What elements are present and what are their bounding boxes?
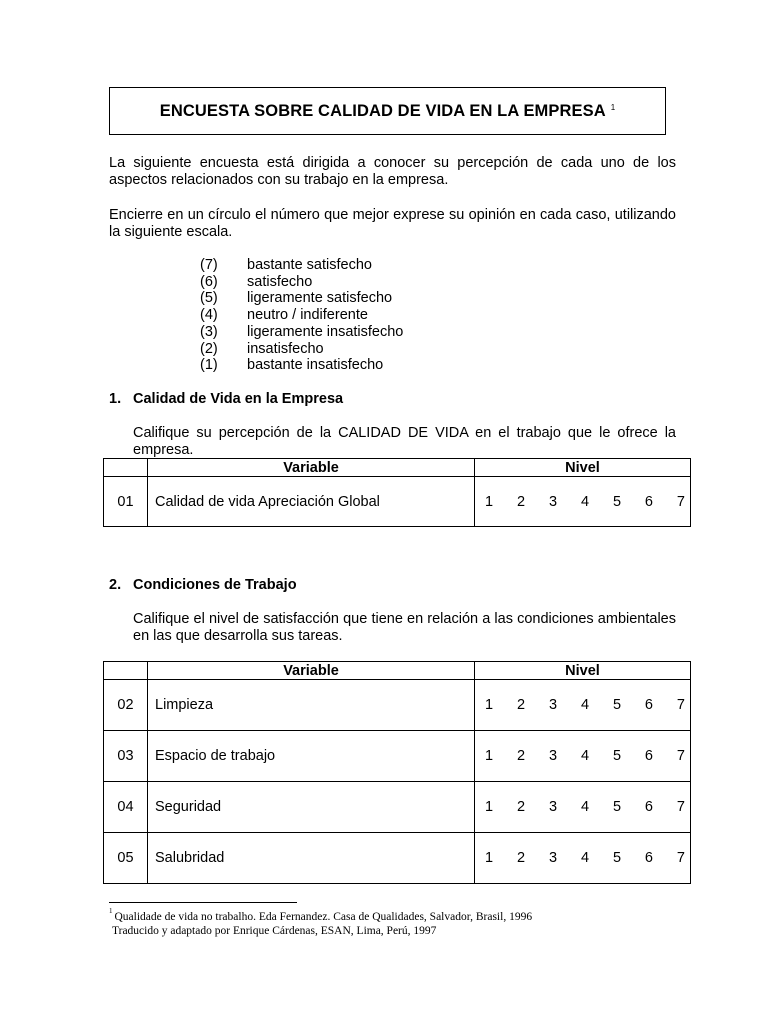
level-cell: [475, 782, 691, 833]
table-header-row: [104, 459, 691, 477]
row-variable: Salubridad: [148, 833, 475, 884]
table-row: [104, 782, 691, 833]
level-cell: [475, 680, 691, 731]
title-footnote-mark: 1: [610, 102, 616, 112]
row-id: 04: [104, 782, 148, 833]
row-id: 05: [104, 833, 148, 884]
level-option[interactable]: 5: [612, 748, 622, 764]
scale-item: [200, 307, 403, 324]
scale-item: [200, 274, 403, 291]
scale-label: satisfecho: [247, 273, 313, 290]
level-option[interactable]: 1: [485, 799, 494, 815]
level-option[interactable]: 1: [485, 748, 494, 764]
row-id: 03: [104, 731, 148, 782]
table-row: [104, 833, 691, 884]
scale-item: [200, 257, 403, 274]
header-variable: Variable: [148, 459, 475, 477]
title-box: [109, 87, 666, 135]
level-option[interactable]: 2: [516, 697, 526, 713]
rating-scale: [200, 257, 403, 374]
scale-label: ligeramente insatisfecho: [247, 323, 404, 340]
section-2-table: [103, 661, 691, 884]
footnote-text-1: Qualidade de vida no trabalho. Eda Fernandez. Casa de Qualidades, Salvador, Brasil, 1996: [114, 910, 533, 923]
level-option[interactable]: 1: [485, 850, 494, 866]
header-id-cell: [104, 662, 148, 680]
level-option[interactable]: 6: [644, 799, 653, 815]
table-row: [104, 477, 691, 527]
level-option[interactable]: 7: [676, 697, 685, 713]
section-number: 2.: [109, 577, 122, 593]
level-option[interactable]: 4: [580, 799, 590, 815]
level-option[interactable]: 2: [516, 850, 526, 866]
level-option[interactable]: 5: [612, 697, 622, 713]
section-number: 1.: [109, 391, 122, 407]
header-level: Nivel: [475, 459, 691, 477]
section-title: Calidad de Vida en la Empresa: [133, 391, 344, 407]
header-variable: Variable: [148, 662, 475, 680]
level-option[interactable]: 1: [485, 493, 494, 510]
footnote-text-2: Traducido y adaptado por Enrique Cárdenas, ESAN, Lima, Perú, 1997: [112, 924, 437, 937]
section-title: Condiciones de Trabajo: [133, 577, 297, 593]
level-option[interactable]: 6: [644, 748, 653, 764]
row-variable: Limpieza: [148, 680, 475, 731]
table-header-row: [104, 662, 691, 680]
page-title: ENCUESTA SOBRE CALIDAD DE VIDA EN LA EMPRESA: [159, 101, 606, 120]
scale-value: (5): [200, 290, 218, 307]
scale-item: [200, 324, 403, 341]
row-id: 02: [104, 680, 148, 731]
instruction-paragraph: Encierre en un círculo el número que mejor exprese su opinión en cada caso, utilizando la siguiente escala.: [109, 207, 676, 240]
level-cell: [475, 833, 691, 884]
footnote-line-1: [109, 906, 532, 924]
level-option[interactable]: 4: [580, 850, 590, 866]
level-option[interactable]: 3: [548, 697, 558, 713]
scale-label: ligeramente satisfecho: [247, 290, 393, 307]
section-1-description: Califique su percepción de la CALIDAD DE VIDA en el trabajo que le ofrece la empresa.: [133, 425, 676, 458]
level-option[interactable]: 7: [676, 493, 685, 510]
level-option[interactable]: 4: [580, 697, 590, 713]
level-option[interactable]: 1: [485, 697, 494, 713]
level-option[interactable]: 6: [644, 850, 653, 866]
level-option[interactable]: 3: [548, 850, 558, 866]
level-option[interactable]: 4: [580, 493, 590, 510]
table-row: [104, 731, 691, 782]
scale-value: (7): [200, 257, 218, 273]
level-option[interactable]: 3: [548, 493, 558, 510]
footnote: [109, 906, 532, 938]
level-option[interactable]: 5: [612, 850, 622, 866]
scale-item: [200, 357, 403, 374]
section-2-heading: [109, 577, 297, 593]
level-option[interactable]: 3: [548, 748, 558, 764]
footnote-mark: 1: [109, 907, 113, 915]
scale-item: [200, 290, 403, 307]
level-option[interactable]: 5: [612, 799, 622, 815]
level-option[interactable]: 6: [644, 697, 653, 713]
header-level: Nivel: [475, 662, 691, 680]
level-option[interactable]: 5: [612, 493, 622, 510]
scale-value: (4): [200, 307, 218, 324]
row-variable: Calidad de vida Apreciación Global: [148, 477, 475, 527]
level-option[interactable]: 6: [644, 493, 653, 510]
header-id-cell: [104, 459, 148, 477]
scale-label: insatisfecho: [247, 340, 324, 357]
row-id: 01: [104, 477, 148, 527]
intro-paragraph: La siguiente encuesta está dirigida a conocer su percepción de cada uno de los aspectos relacionados con su trabajo en la empresa.: [109, 155, 676, 188]
level-option[interactable]: 2: [516, 799, 526, 815]
level-option[interactable]: 2: [516, 748, 526, 764]
section-1-heading: [109, 391, 343, 407]
scale-value: (1): [200, 357, 218, 374]
table-row: [104, 680, 691, 731]
scale-value: (6): [200, 273, 218, 290]
level-option[interactable]: 3: [548, 799, 558, 815]
level-cell: [475, 477, 691, 527]
level-option[interactable]: 4: [580, 748, 590, 764]
scale-label: neutro / indiferente: [247, 307, 368, 324]
level-option[interactable]: 7: [676, 799, 685, 815]
footnote-divider: [109, 902, 297, 903]
scale-value: (2): [200, 340, 218, 357]
row-variable: Seguridad: [148, 782, 475, 833]
scale-label: bastante insatisfecho: [247, 357, 384, 374]
level-option[interactable]: 7: [676, 748, 685, 764]
section-1-table: [103, 458, 691, 527]
level-cell: [475, 731, 691, 782]
level-option[interactable]: 7: [676, 850, 685, 866]
scale-item: [200, 341, 403, 358]
level-option[interactable]: 2: [516, 493, 526, 510]
scale-value: (3): [200, 323, 218, 340]
section-2-description: Califique el nivel de satisfacción que tiene en relación a las condiciones ambientales en las que desarrolla sus tareas.: [133, 611, 676, 644]
scale-label: bastante satisfecho: [247, 257, 372, 273]
footnote-line-2: [109, 924, 532, 938]
row-variable: Espacio de trabajo: [148, 731, 475, 782]
